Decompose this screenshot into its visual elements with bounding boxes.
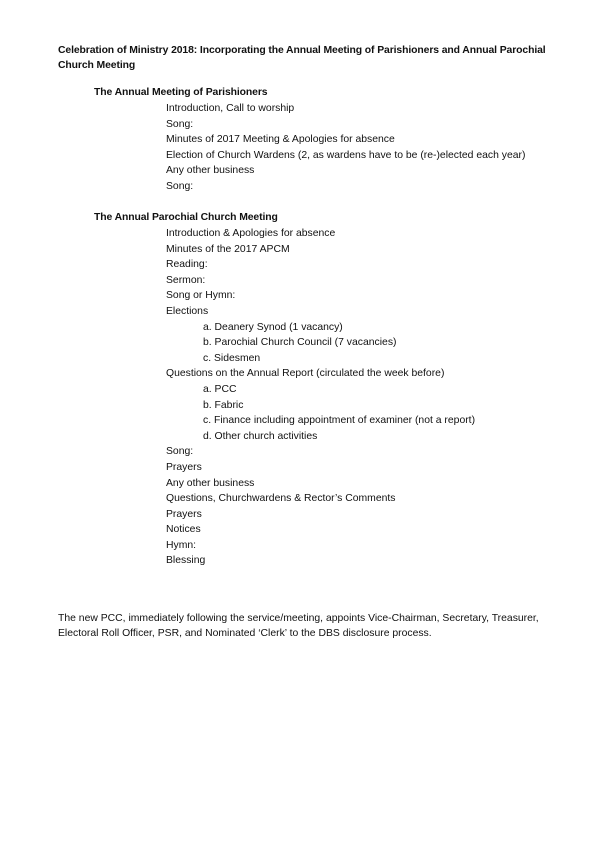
agenda-item: Song:	[166, 118, 194, 130]
agenda-item: Minutes of 2017 Meeting & Apologies for absence	[166, 134, 395, 146]
agenda-item: Song:	[166, 180, 194, 192]
agenda-sub-item: c. Sidesmen	[203, 352, 261, 364]
agenda-item: Hymn:	[166, 539, 197, 551]
agenda-item: Introduction, Call to worship	[166, 103, 295, 114]
agenda-item: Song:	[166, 446, 194, 458]
agenda-item: Questions, Churchwardens & Rector’s Comments	[166, 493, 396, 505]
agenda-sub-item: c. Finance including appointment of examiner (not a report)	[203, 415, 476, 427]
section-annual-meeting-of-parishioners	[94, 85, 574, 195]
agenda-sub-item: b. Fabric	[203, 399, 244, 411]
agenda-item: Any other business	[166, 165, 255, 177]
agenda-item: Minutes of the 2017 APCM	[166, 243, 290, 255]
footer-note: The new PCC, immediately following the service/meeting, appoints Vice-Chairman, Secretary, Treasurer, Electoral Roll Officer, PSR, and Nominated ‘Clerk’ to the DBS disclosure process.	[58, 613, 539, 639]
agenda-item: Notices	[166, 524, 201, 536]
agenda-item: Sermon:	[166, 274, 206, 286]
agenda-sub-item: b. Parochial Church Council (7 vacancies)	[203, 337, 397, 349]
agenda-item: Questions on the Annual Report (circulated the week before)	[166, 368, 445, 380]
agenda-item: Any other business	[166, 477, 255, 489]
agenda-list	[94, 226, 574, 569]
agenda-sub-item: a. PCC	[203, 383, 237, 395]
agenda-sub-item: d. Other church activities	[203, 430, 318, 442]
agenda-sub-item: a. Deanery Synod (1 vacancy)	[203, 321, 343, 333]
agenda-item: Song or Hymn:	[166, 290, 236, 302]
section-annual-parochial-church-meeting	[94, 210, 574, 569]
document-title: Celebration of Ministry 2018: Incorporating the Annual Meeting of Parishioners and Annual Parochial Church Meeting	[58, 45, 546, 71]
agenda-item: Prayers	[166, 508, 202, 520]
agenda-item: Reading:	[166, 259, 208, 271]
agenda-list	[94, 101, 574, 195]
agenda-item: Elections	[166, 305, 209, 317]
agenda-item: Prayers	[166, 461, 202, 473]
section-heading: The Annual Meeting of Parishioners	[94, 87, 268, 98]
agenda-item: Election of Church Wardens (2, as wardens have to be (re-)elected each year)	[166, 149, 526, 161]
agenda-item: Introduction & Apologies for absence	[166, 228, 336, 239]
agenda-item: Blessing	[166, 555, 206, 567]
section-heading: The Annual Parochial Church Meeting	[94, 212, 278, 223]
